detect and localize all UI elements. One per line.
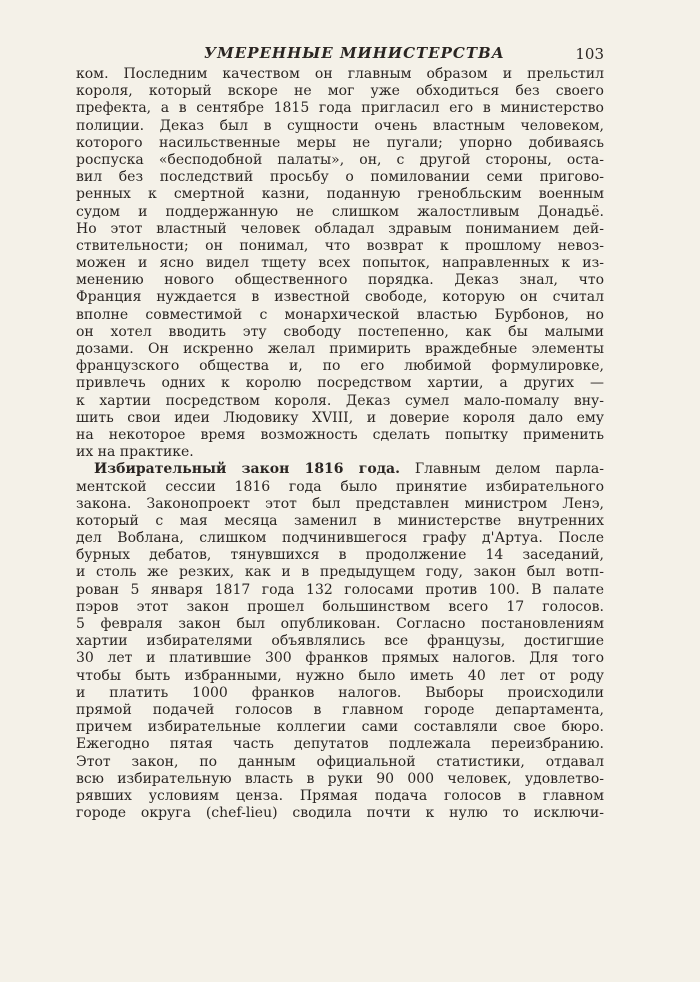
text-line: вполне совместимой с монархической властью Бурбонов, но [76,306,604,323]
text-line: всю избирательную власть в руки 90 000 человек, удовлетво- [76,770,604,787]
text-line: который с мая месяца заменил в министерстве внутренних [76,512,604,529]
text-line: рявших условиям ценза. Прямая подача голосов в главном [76,787,604,804]
text-line: роспуска «бесподобной палаты», он, с другой стороны, оста- [76,151,604,168]
text-line: короля, который вскоре не мог уже обходиться без своего [76,83,604,100]
text-line: на некоторое время возможность сделать попытку применить [76,426,604,443]
text-line: французского общества и, по его любимой формулировке, [76,358,604,375]
text-line: и столь же резких, как и в предыдущем году, закон был вотп- [76,564,604,581]
running-head: УМЕРЕННЫЕ МИНИСТЕРСТВА [204,44,505,62]
page-header [76,44,604,66]
text-line: городе округа (chef-lieu) сводила почти к нулю то исключи- [76,805,604,822]
text-line: дел Воблана, слишком подчинившегося графу д'Артуа. После [76,530,604,547]
text-line: судом и поддержанную не слишком жалостливым Донадьё. [76,203,604,220]
text-line: он хотел вводить эту свободу постепенно, как бы малыми [76,323,604,340]
text-line: Но этот властный человек обладал здравым пониманием дей- [76,220,604,237]
text-line: их на практике. [76,444,194,461]
text-line: 5 февраля закон был опубликован. Согласно постановлениям [76,616,604,632]
text-line: Франция нуждается в известной свободе, которую он считал [76,289,604,306]
body-text [76,66,604,822]
text-line: ствительности; он понимал, что возврат к прошлому невоз- [76,237,604,254]
text-line: бурных дебатов, тянувшихся в продолжение 14 заседаний, [76,547,604,564]
text-line: ком. Последним качеством он главным образом и прельстил [76,66,604,82]
text-line: Этот закон, по данным официальной статистики, отдавал [76,753,604,770]
text-line: и платить 1000 франков налогов. Выборы происходили [76,684,604,701]
text-line: к хартии посредством короля. Деказ сумел мало-помалу вну- [76,392,604,409]
section-first-line [76,461,604,478]
text-line: 30 лет и платившие 300 франков прямых налогов. Для того [76,650,604,667]
text-line: причем избирательные коллегии сами составляли свое бюро. [76,719,604,736]
text-line: полиции. Деказ был в сущности очень властным человеком, [76,117,604,134]
text-line: рован 5 января 1817 года 132 голосами против 100. В палате [76,581,604,598]
page-number: 103 [575,45,604,63]
section-first-line-text: Главным делом парла- [414,461,604,478]
text-line: закона. Законопроект этот был представлен министром Ленэ, [76,495,604,512]
text-line: чтобы быть избранными, нужно было иметь 40 лет от роду [76,667,604,684]
text-line: можен и ясно видел тщету всех попыток, направленных к из- [76,255,604,272]
text-line: префекта, а в сентябре 1815 года пригласил его в министерство [76,100,604,117]
text-line: хартии избирателями объявлялись все французы, достигшие [76,633,604,650]
text-line: шить свои идеи Людовику XVIII, и доверие короля дало ему [76,409,604,426]
text-line: менению нового общественного порядка. Деказ знал, что [76,272,604,289]
text-line: вил без последствий просьбу о помиловании семи пригово- [76,169,604,186]
text-line: пэров этот закон прошел большинством всего 17 голосов. [76,598,604,615]
text-line: прямой подачей голосов в главном городе департамента, [76,701,604,718]
text-line: дозами. Он искренно желал примирить враждебные элементы [76,341,604,357]
section-heading: Избирательный закон 1816 года. [94,461,400,478]
text-line: ренных к смертной казни, поданную гренобльским военным [76,186,604,203]
text-line: привлечь одних к королю посредством хартии, а других — [76,375,604,392]
text-line: ментской сессии 1816 года было принятие избирательного [76,478,604,495]
text-line: которого насильственные меры не пугали; упорно добиваясь [76,134,604,151]
text-line: Ежегодно пятая часть депутатов подлежала переизбранию. [76,736,604,753]
